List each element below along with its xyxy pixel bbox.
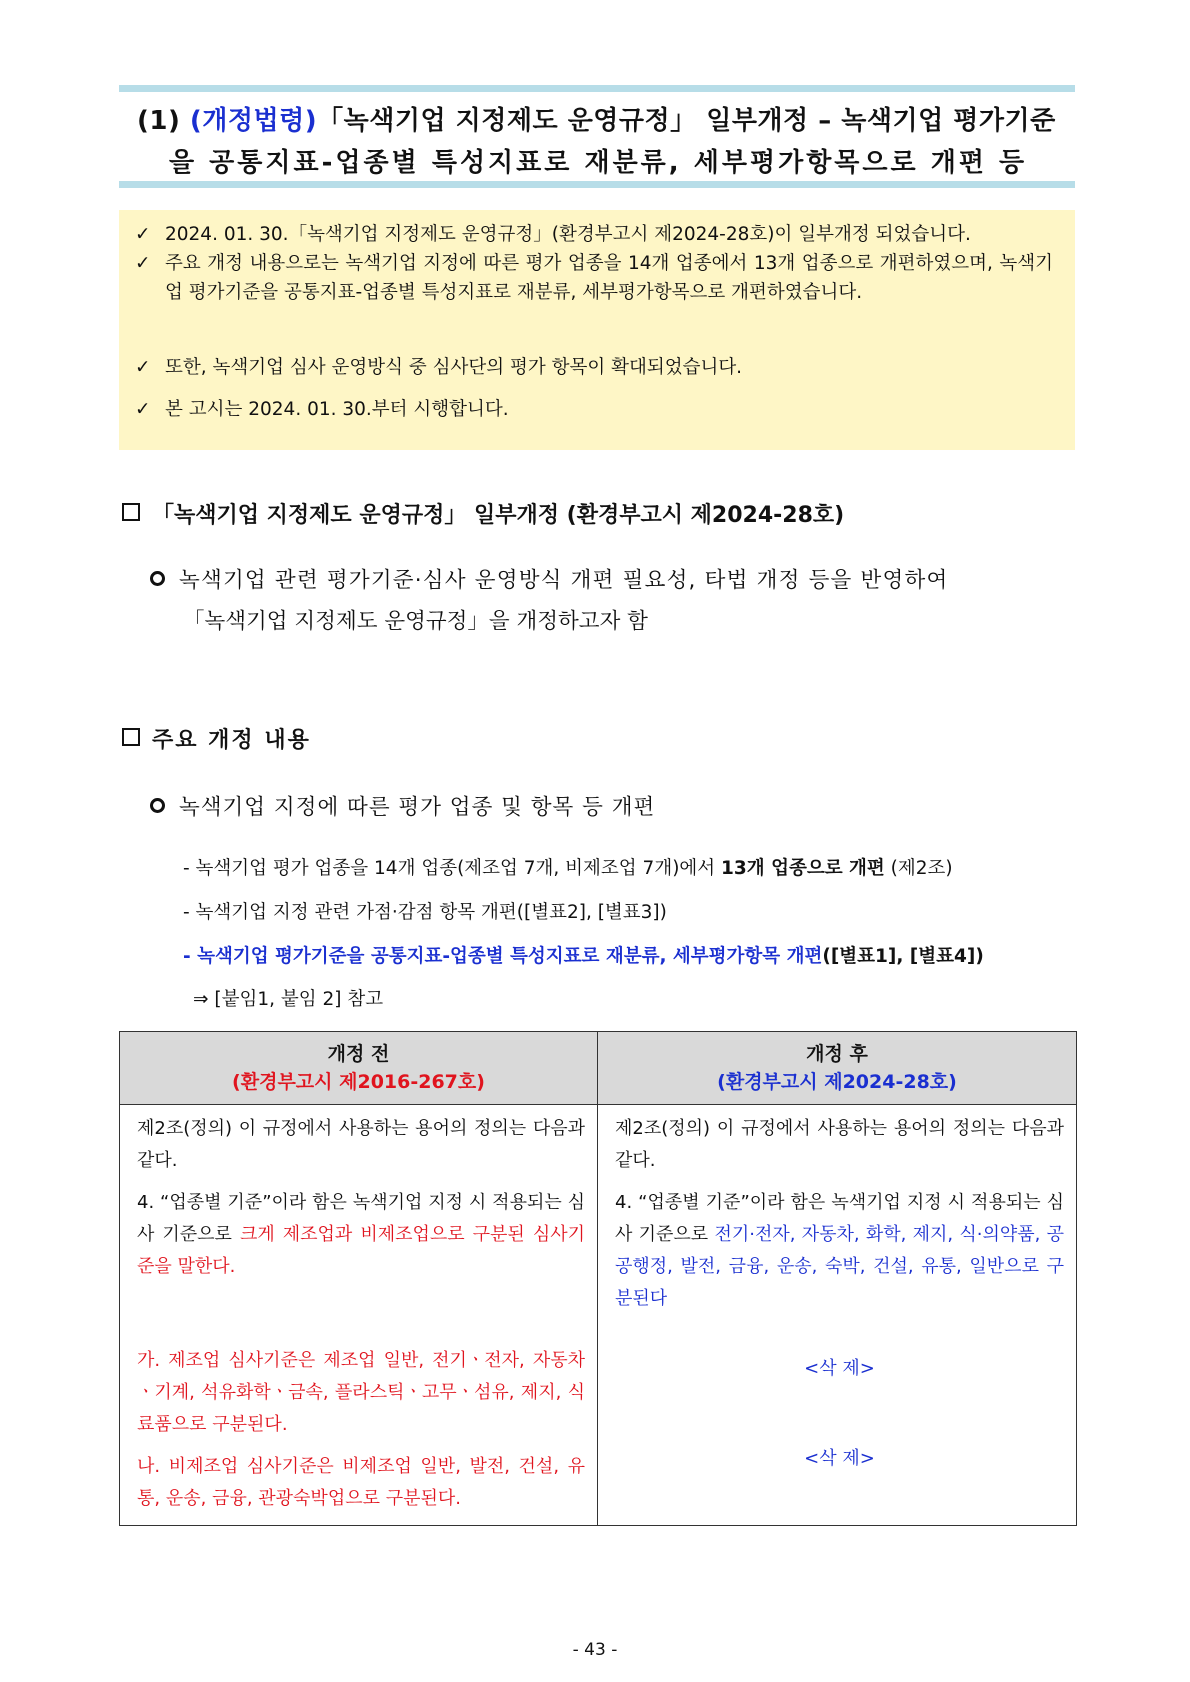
- after-cell: [598, 1105, 1077, 1526]
- title-category: (개정법령): [189, 106, 318, 136]
- summary-item: [135, 220, 971, 249]
- spacer: [615, 1385, 1064, 1443]
- bullet-item: [150, 787, 655, 828]
- header-title: 개정 전: [327, 1043, 390, 1065]
- reference-note: ⇒ [붙임1, 붙임 2] 참고: [193, 989, 384, 1010]
- dash-text: (제2조): [884, 858, 953, 879]
- dash-item: - 녹색기업 지정 관련 가점·감점 항목 개편([별표2], [별표3]): [183, 902, 667, 923]
- cell-paragraph: 제2조(정의) 이 규정에서 사용하는 용어의 정의는 다음과 같다.: [137, 1118, 585, 1171]
- header-sub: (환경부고시 제2024-28호): [717, 1071, 957, 1093]
- bullet-item: [150, 560, 948, 601]
- section-heading: [122, 498, 844, 529]
- comparison-table: [119, 1031, 1077, 1526]
- title-line-1: [137, 100, 1056, 137]
- dash-text: ([별표1], [별표4]): [822, 946, 984, 967]
- summary-box: [119, 210, 1075, 450]
- section-heading-text: 「녹색기업 지정제도 운영규정」 일부개정 (환경부고시 제2024-28호): [152, 503, 845, 528]
- section-heading: [122, 723, 311, 754]
- cell-text: 4. “업종별 기준”이라 함은 녹색기업 지정 시 적용되는 심사 기준으로: [137, 1192, 585, 1245]
- check-icon: ✓: [135, 253, 151, 274]
- cell-text-blue: 전기·전자, 자동차, 화학, 제지, 식·의약품, 공공행정, 발전, 금융, 운송, 숙박, 건설, 유통, 일반으로 구분된다: [615, 1224, 1064, 1309]
- header-before: [120, 1032, 598, 1105]
- spacer: [615, 1325, 1064, 1353]
- title-line1-text: 「녹색기업 지정제도 운영규정」 일부개정 – 녹색기업 평가기준: [317, 106, 1056, 136]
- header-sub: (환경부고시 제2016-267호): [232, 1071, 485, 1093]
- square-bullet-icon: [122, 728, 140, 746]
- cell-paragraph: 나. 비제조업 심사기준은 비제조업 일반, 발전, 건설, 유통, 운송, 금융, 관광숙박업으로 구분된다.: [137, 1456, 585, 1509]
- section-heading-text: 주요 개정 내용: [152, 728, 311, 753]
- check-icon: ✓: [135, 357, 151, 378]
- deleted-marker: <삭 제>: [804, 1358, 875, 1379]
- cell-paragraph: [137, 1187, 585, 1283]
- dash-emphasis: - 녹색기업 평가기준을 공통지표-업종별 특성지표로 재분류, 세부평가항목 개편: [183, 946, 823, 967]
- page-number: - 43 -: [572, 1640, 618, 1660]
- summary-text: 2024. 01. 30.「녹색기업 지정제도 운영규정」(환경부고시 제2024-28호)이 일부개정 되었습니다.: [165, 224, 971, 245]
- cell-text: 4. “업종별 기준”이라 함은 녹색기업 지정 시 적용되는 심사 기준으로: [615, 1192, 1064, 1245]
- summary-item: [135, 353, 742, 382]
- summary-text: 본 고시는 2024. 01. 30.부터 시행합니다.: [165, 399, 509, 420]
- before-cell: [120, 1105, 598, 1526]
- circle-bullet-icon: [150, 798, 165, 813]
- bullet-text: 녹색기업 지정에 따른 평가 업종 및 항목 등 개편: [179, 795, 656, 820]
- table-header-row: [120, 1032, 1077, 1105]
- header-title: 개정 후: [806, 1043, 868, 1065]
- summary-item: [135, 395, 509, 424]
- bullet-text: 녹색기업 관련 평가기준·심사 운영방식 개편 필요성, 타법 개정 등을 반영하여: [179, 568, 949, 593]
- check-icon: ✓: [135, 399, 151, 420]
- header-after: [598, 1032, 1077, 1105]
- dash-emphasis: 13개 업종으로 개편: [721, 858, 885, 879]
- summary-text: 주요 개정 내용으로는 녹색기업 지정에 따른 평가 업종을 14개 업종에서 13개 업종으로 개편하였으며, 녹색기업 평가기준을 공통지표-업종별 특성지표로 재분류, 세부평가항목으로 개편하였습니다.: [165, 253, 1053, 303]
- square-bullet-icon: [122, 503, 140, 521]
- title-line-2: 을 공통지표-업종별 특성지표로 재분류, 세부평가항목으로 개편 등: [169, 148, 1028, 178]
- cell-text-red: 크게 제조업과 비제조업으로 구분된 심사기준을 말한다.: [137, 1224, 585, 1277]
- summary-item: [135, 249, 1055, 307]
- cell-paragraph: 가. 제조업 심사기준은 제조업 일반, 전기ㆍ전자, 자동차ㆍ기계, 석유화학ㆍ금속, 플라스틱ㆍ고무ㆍ섬유, 제지, 식료품으로 구분된다.: [137, 1350, 585, 1435]
- cell-paragraph: [615, 1187, 1064, 1315]
- dash-item: [183, 854, 953, 880]
- circle-bullet-icon: [150, 571, 165, 586]
- spacer: [137, 1293, 585, 1345]
- bullet-continuation: 「녹색기업 지정제도 운영규정」을 개정하고자 함: [183, 609, 648, 634]
- cell-paragraph: 제2조(정의) 이 규정에서 사용하는 용어의 정의는 다음과 같다.: [615, 1118, 1064, 1171]
- title-box: [119, 85, 1075, 188]
- summary-text: 또한, 녹색기업 심사 운영방식 중 심사단의 평가 항목이 확대되었습니다.: [165, 357, 743, 378]
- table-row: [120, 1105, 1077, 1526]
- deleted-marker: <삭 제>: [804, 1448, 875, 1469]
- dash-item: [183, 942, 984, 968]
- dash-text: - 녹색기업 평가 업종을 14개 업종(제조업 7개, 비제조업 7개)에서: [183, 858, 722, 879]
- title-number: (1): [137, 106, 181, 136]
- check-icon: ✓: [135, 224, 151, 245]
